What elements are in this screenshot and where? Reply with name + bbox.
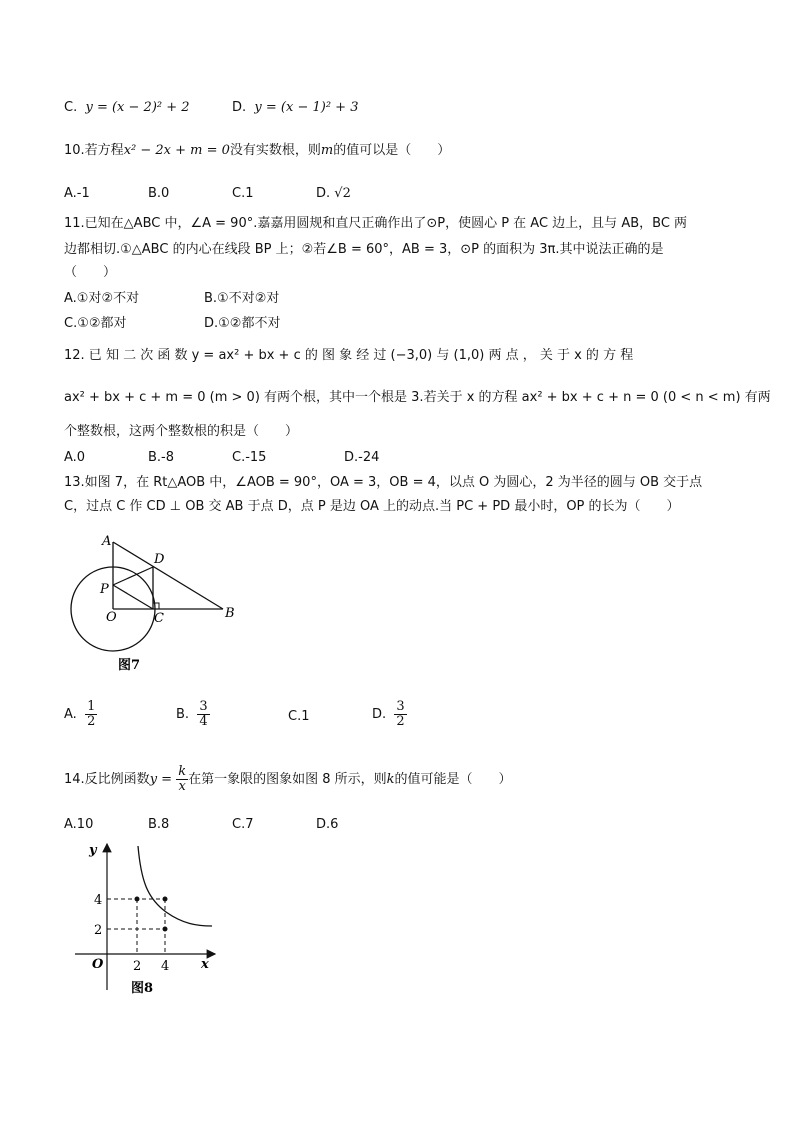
q13-option-a: A. $\frac{1}{2}$ — [64, 699, 96, 729]
point-4-2 — [163, 927, 168, 932]
q11-option-d: D.①②都不对 — [204, 316, 281, 331]
q11-option-a: A.①对②不对 — [64, 291, 140, 306]
label-c: C — [154, 611, 164, 626]
q12-option-c: C.-15 — [232, 450, 267, 465]
q13-option-b-fraction: $\frac{3}{4}$ — [199, 699, 208, 729]
q12-line1: 12. 已 知 二 次 函 数 y = ax² + bx + c 的 图 象 经 过 (−3,0) 与 (1,0) 两 点 ， 关 于 x 的 方 程 — [64, 348, 634, 363]
q9-option-d: D. y = (x − 1)² + 3 — [232, 100, 359, 115]
q9-option-c: C. y = (x − 2)² + 2 — [64, 100, 190, 115]
y-tick-2: 2 — [94, 923, 103, 938]
origin-label: O — [92, 957, 104, 972]
q14-option-a: A.10 — [64, 817, 94, 832]
hyperbola-curve — [138, 846, 212, 926]
q11-line3: （ ） — [64, 265, 117, 280]
q12-option-b: B.-8 — [148, 450, 175, 465]
figure-7 — [60, 525, 260, 675]
label-a: A — [102, 534, 112, 549]
label-o: O — [106, 610, 117, 625]
segment-pd — [113, 567, 153, 585]
q14-fraction: $\frac{k}{x}$ — [178, 764, 187, 794]
x-tick-2: 2 — [133, 959, 142, 974]
q12-option-d: D.-24 — [344, 450, 380, 465]
q13-option-c: C.1 — [288, 709, 310, 724]
q12-option-a: A.0 — [64, 450, 86, 465]
figure-8 — [75, 840, 225, 1000]
x-axis-label: x — [201, 957, 209, 972]
q11-option-c: C.①②都对 — [64, 316, 127, 331]
q13-option-d: D. $\frac{3}{2}$ — [372, 699, 405, 729]
q10-stem: 10.若方程x² − 2x + m = 0没有实数根，则m的值可以是（ ） — [64, 143, 451, 158]
segment-pc — [113, 585, 153, 609]
q14-option-b: B.8 — [148, 817, 170, 832]
q12-line2: ax² + bx + c + m = 0 (m > 0) 有两个根，其中一个根是 3.若关于 x 的方程 ax² + bx + c + n = 0 (0 < n < m) 有两 — [64, 390, 771, 405]
right-angle-mark — [153, 603, 159, 609]
q10-option-c: C.1 — [232, 186, 254, 201]
q11-line2: 边都相切.①△ABC 的内心在线段 BP 上；②若∠B = 60°，AB = 3，⊙P 的面积为 3π.其中说法正确的是 — [64, 242, 664, 257]
point-2-4 — [135, 897, 140, 902]
figure-7-caption: 图7 — [118, 658, 141, 673]
q10-option-b: B.0 — [148, 186, 170, 201]
q13-option-d-fraction: $\frac{3}{2}$ — [396, 699, 405, 729]
q11-option-b: B.①不对②对 — [204, 291, 280, 306]
y-axis-label: y — [89, 843, 97, 858]
point-4-4 — [163, 897, 168, 902]
y-tick-4: 4 — [94, 893, 103, 908]
q13-option-b: B. $\frac{3}{4}$ — [176, 699, 208, 729]
segment-ab — [113, 542, 223, 609]
label-d: D — [154, 552, 165, 567]
q10-option-a: A.-1 — [64, 186, 90, 201]
x-tick-4: 4 — [161, 959, 170, 974]
label-b: B — [225, 606, 235, 621]
q14-option-d: D.6 — [316, 817, 339, 832]
q11-line1: 11.已知在△ABC 中，∠A = 90°.嘉嘉用圆规和直尺正确作出了⊙P，使圆心 P 在 AC 边上，且与 AB，BC 两 — [64, 216, 688, 231]
q13-option-a-fraction: $\frac{1}{2}$ — [87, 699, 96, 729]
q10-option-d: D. √2 — [316, 186, 351, 201]
q12-line3: 个整数根，这两个整数根的积是（ ） — [64, 424, 299, 439]
q14-stem: 14.反比例函数y = $\frac{k}{x}$ 在第一象限的图象如图 8 所示，则k的值可能是（ ） — [64, 764, 512, 794]
q13-line1: 13.如图 7，在 Rt△AOB 中，∠AOB = 90°，OA = 3，OB = 4，以点 O 为圆心，2 为半径的圆与 OB 交于点 — [64, 475, 703, 490]
label-p: P — [100, 582, 109, 597]
q14-option-c: C.7 — [232, 817, 254, 832]
q13-line2: C，过点 C 作 CD ⊥ OB 交 AB 于点 D，点 P 是边 OA 上的动点.当 PC + PD 最小时，OP 的长为（ ） — [64, 499, 680, 514]
figure-8-caption: 图8 — [131, 981, 154, 996]
